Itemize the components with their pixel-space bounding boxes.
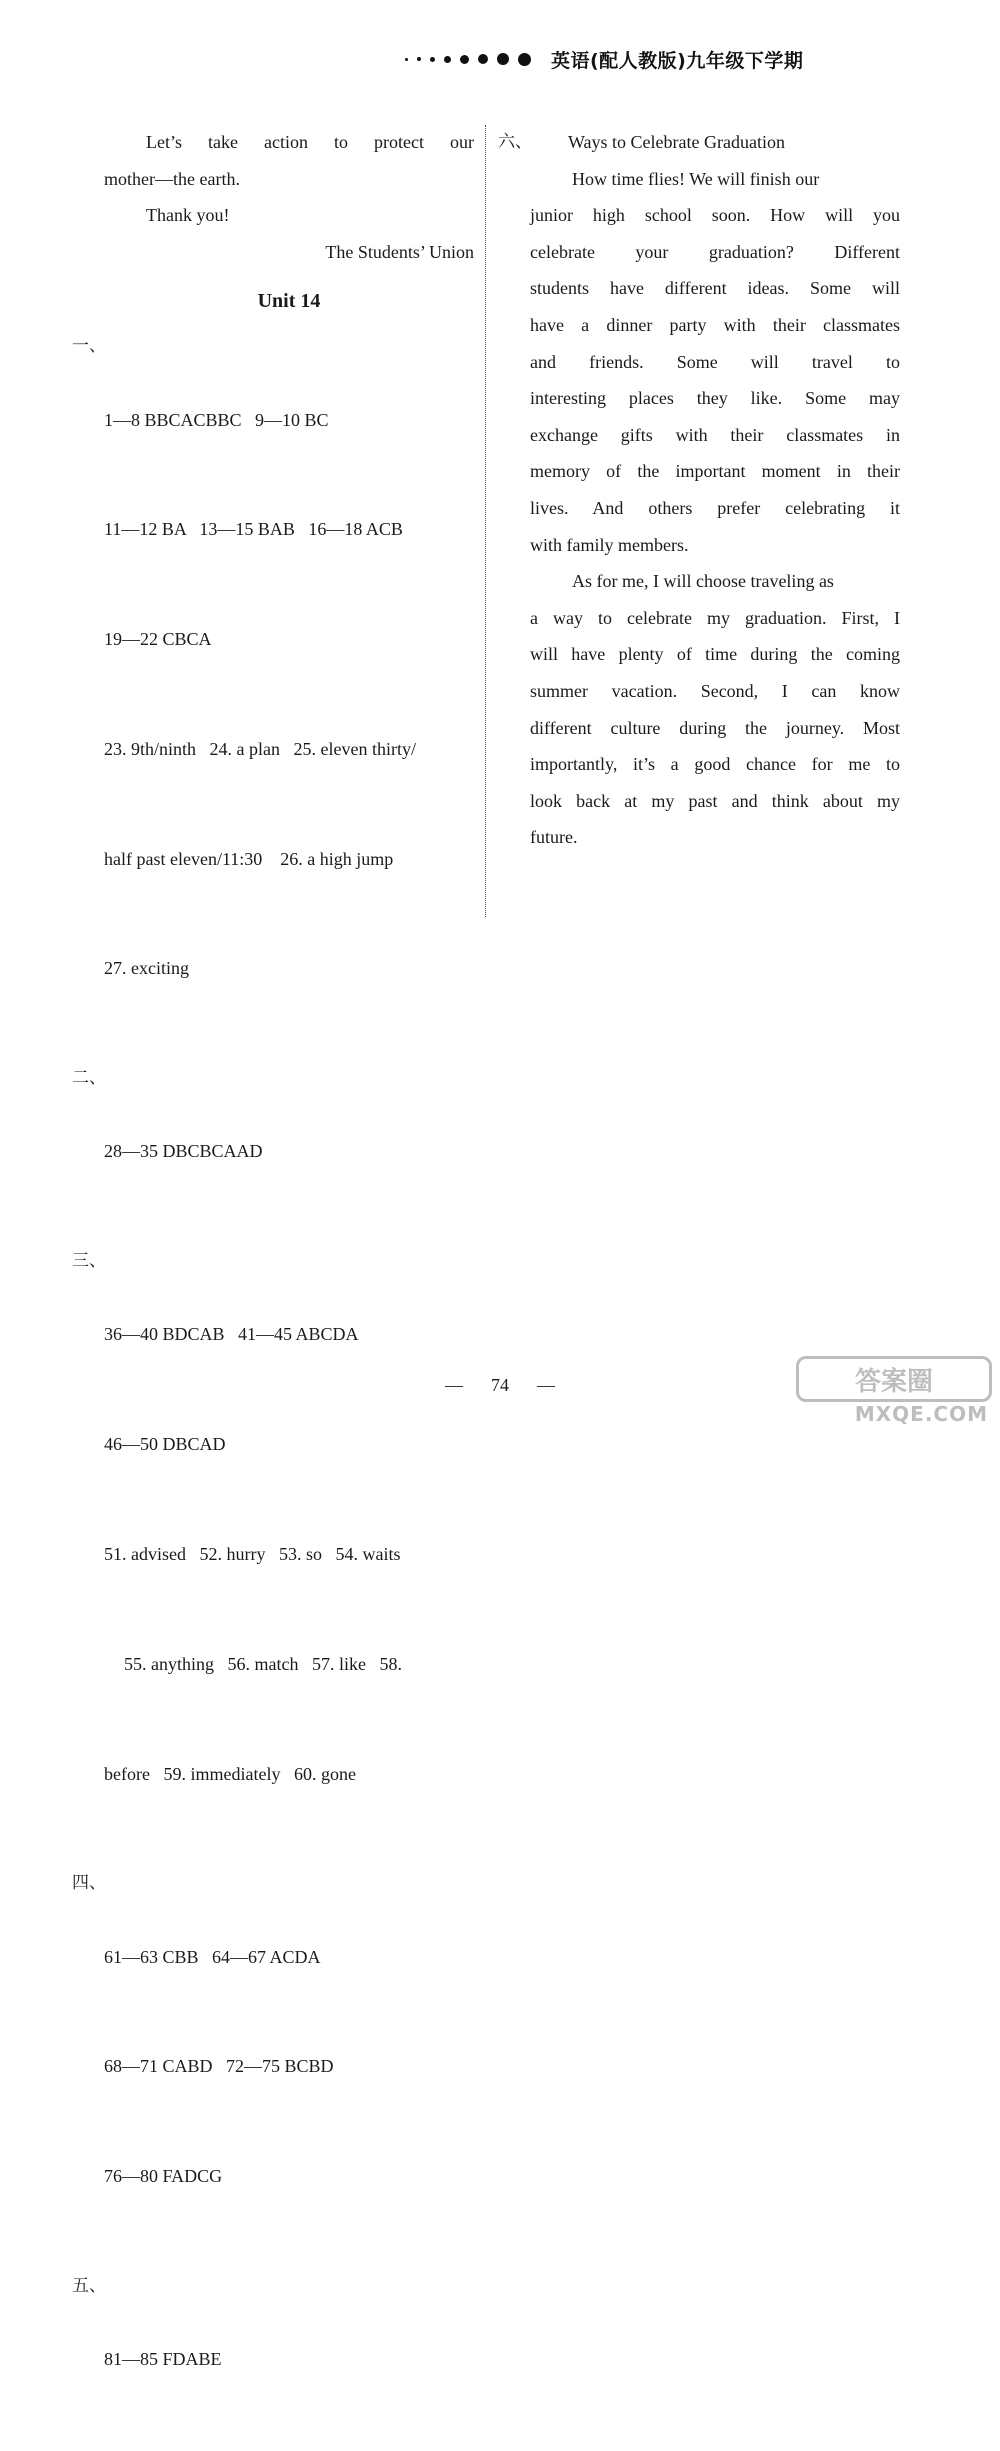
- essay-line: celebrate your graduation? Different: [530, 241, 900, 262]
- section-mark: 一、: [72, 336, 106, 357]
- dot-icon: [405, 58, 408, 61]
- answer-section: [72, 1865, 474, 2268]
- letter-closing: Thank you!: [146, 205, 230, 226]
- dot-icon: [497, 53, 509, 65]
- answer-line: 46—50 DBCAD: [104, 1434, 226, 1455]
- letter-line: Let’s take action to protect our: [146, 132, 474, 152]
- answer-line: 1—8 BBCACBBC 9—10 BC: [104, 409, 329, 430]
- unit-title: Unit 14: [257, 290, 321, 313]
- answer-line: half past eleven/11:30 26. a high jump: [104, 848, 394, 869]
- answer-line: 27. exciting: [104, 958, 189, 979]
- dot-icon: [478, 54, 488, 64]
- column-divider: [485, 125, 486, 917]
- watermark-text: 答案圈: [854, 1366, 933, 1397]
- answer-line: 68—71 CABD 72—75 BCBD: [104, 2056, 334, 2077]
- essay-line: summer vacation. Second, I can know: [530, 680, 900, 701]
- dot-icon: [444, 56, 451, 63]
- running-header: [405, 44, 803, 74]
- answer-line: 81—85 FDABE: [104, 2349, 222, 2370]
- answer-section: [72, 1243, 474, 1865]
- essay-line: junior high school soon. How will you: [530, 205, 900, 226]
- dot-icon: [460, 55, 469, 64]
- page-number-value: 74: [491, 1375, 509, 1395]
- watermark-logo: [792, 1356, 992, 1426]
- dot-icon: [430, 57, 435, 62]
- book-title: 英语(配人教版)九年级下学期: [551, 49, 804, 72]
- answer-line: 11—12 BA 13—15 BAB 16—18 ACB: [104, 519, 403, 540]
- essay-line: have a dinner party with their classmates: [530, 314, 900, 335]
- essay-line: future.: [530, 827, 578, 848]
- essay-line: memory of the important moment in their: [530, 461, 900, 482]
- answer-section: [72, 328, 474, 1060]
- right-column: [498, 124, 900, 856]
- essay-line: interesting places they like. Some may: [530, 388, 900, 409]
- page-dash: —: [537, 1375, 555, 1395]
- dot-icon: [417, 57, 421, 61]
- essay-line: lives. And others prefer celebrating it: [530, 497, 900, 518]
- section-mark: 二、: [72, 1068, 106, 1089]
- answer-section: [72, 2268, 474, 2451]
- essay-line: different culture during the journey. Most: [530, 717, 900, 738]
- letter-line: mother—the earth.: [104, 168, 240, 189]
- watermark-box: [796, 1356, 992, 1402]
- section-mark: 六、: [498, 132, 532, 152]
- section-mark: 四、: [72, 1873, 106, 1894]
- answer-line: before 59. immediately 60. gone: [104, 1763, 356, 1784]
- essay-title: Ways to Celebrate Graduation: [568, 132, 785, 152]
- letter-signature: The Students’ Union: [325, 241, 474, 262]
- essay-line: importantly, it’s a good chance for me to: [530, 754, 900, 775]
- essay-line: As for me, I will choose traveling as: [572, 571, 834, 592]
- answer-line: 23. 9th/ninth 24. a plan 25. eleven thirty/: [104, 738, 416, 759]
- section-mark: 三、: [72, 1251, 106, 1272]
- answer-line: 28—35 DBCBCAAD: [104, 1141, 263, 1162]
- essay-line: and friends. Some will travel to: [530, 351, 900, 372]
- essay-line: a way to celebrate my graduation. First, I: [530, 607, 900, 628]
- essay-heading: [498, 124, 900, 161]
- answer-line: 19—22 CBCA: [104, 629, 212, 650]
- essay-line: with family members.: [530, 534, 689, 555]
- answer-line: 51. advised 52. hurry 53. so 54. waits: [104, 1543, 401, 1564]
- page-dash: —: [445, 1375, 463, 1395]
- essay-line: students have different ideas. Some will: [530, 278, 900, 299]
- essay-line: will have plenty of time during the coming: [530, 644, 900, 665]
- essay-line: look back at my past and think about my: [530, 790, 900, 811]
- dot-icon: [518, 53, 531, 66]
- left-column: [72, 124, 474, 2451]
- section-mark: 五、: [72, 2275, 106, 2296]
- answer-line: 76—80 FADCG: [104, 2166, 223, 2187]
- watermark-url: MXQE.COM: [854, 1402, 988, 1426]
- answer-line: 36—40 BDCAB 41—45 ABCDA: [104, 1324, 359, 1345]
- essay-line: How time flies! We will finish our: [572, 168, 820, 189]
- essay-line: exchange gifts with their classmates in: [530, 424, 900, 445]
- decorative-dots: [405, 53, 531, 66]
- answer-section: [72, 1060, 474, 1243]
- answer-line: 61—63 CBB 64—67 ACDA: [104, 1946, 321, 1967]
- answer-line: 55. anything 56. match 57. like 58.: [124, 1653, 402, 1674]
